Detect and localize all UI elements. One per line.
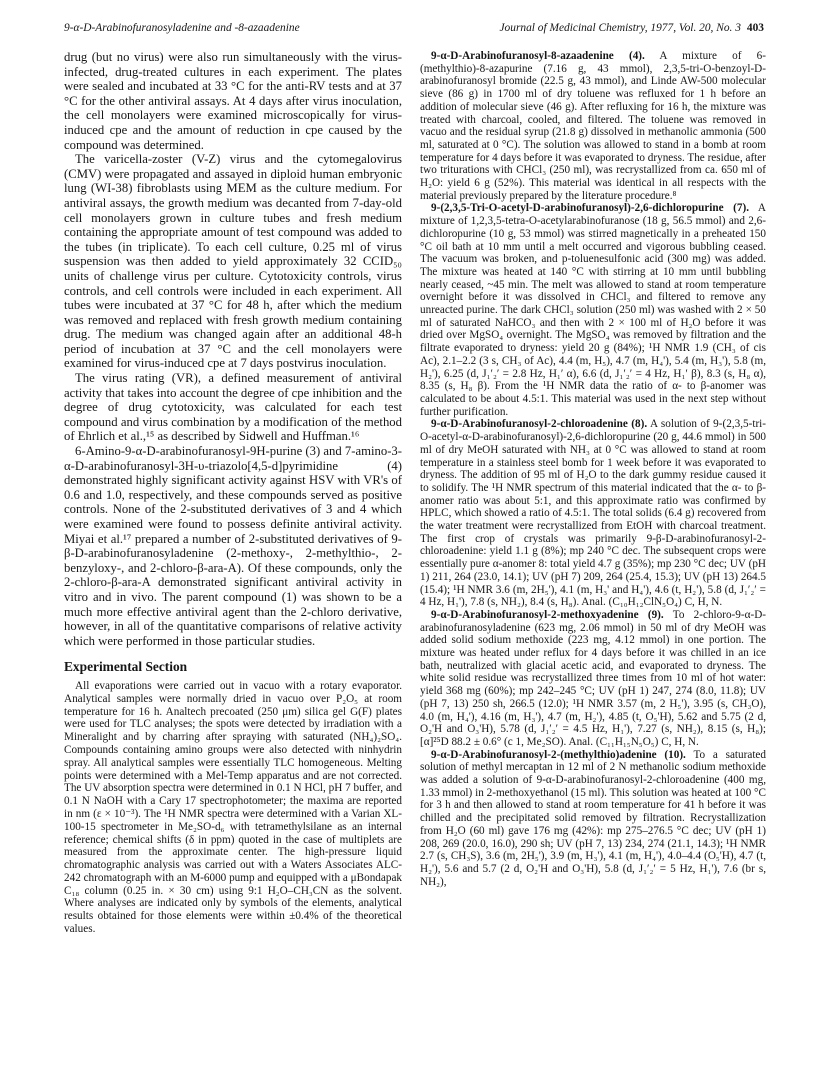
- compound-procedure: [420, 418, 766, 609]
- procedure-text: A mixture of 1,2,3,5-tetra-O-acetylarabinofuranose (18 g, 56.5 mmol) and 2,6-dichloropurine (10 g, 53 mmol) was stirred magnetically in a preheated 150 °C oil bath at 10 mm until a melt occurred and vigorous bubbling ceased. The vacuum was broken, and p-toluenesulfonic acid (300 mg) was added. The mixture was heated at 140 °C with stirring at 10 mm until bubbling nearly ceased, ~45 min. The melt was allowed to stand at room temperature overnight before it was dissolved in CHCl₃ and filtered to remove any unreacted purine. The dark CHCl₃ solution (250 ml) was washed with 2 × 50 ml of saturated NaHCO₃ and then with 2 × 100 ml of H₂O before it was dried over MgSO₄ overnight. The MgSO₄ was removed by filtration and the filtrate evaporated to dryness: yield 20 g (84%); ¹H NMR 1.9 (CH₃ of cis Ac), 2.1–2.2 (3 s, CH₃ of Ac), 4.4 (m, H₅), 4.7 (m, H₄'), 5.4 (m, H₃'), 5.8 (m, H₂'), 6.25 (d, J₁′₂′ = 2.8 Hz, H₁′ α), 6.6 (d, J₁′₂′ = 4 Hz, H₁′ β), 8.3 (s, H₈ α), 8.35 (s, H₈ β). From the ¹H NMR data the ratio of α- to β-anomer was calculated to be about 4.5:1. This material was used in the next step without further purification.: [420, 202, 766, 418]
- journal-name: Journal of Medicinal Chemistry, 1977, Vol. 20, No. 3: [499, 22, 741, 34]
- compound-title: 9-α-D-Arabinofuranosyl-8-azaadenine (4).: [431, 50, 645, 62]
- left-column: [64, 50, 402, 1060]
- paragraph: 6-Amino-9-α-D-arabinofuranosyl-9H-purine (3) and 7-amino-3-α-D-arabinofuranosyl-3H-υ-triazolo[4,5-d]pyrimidine (4) demonstrated highly significant activity against HSV with VR's of 0.6 and 1.0, respectively, and these compounds served as positive controls. None of the 2-substituted derivatives of 3 and 4 which were examined were found to possess definite antiviral activity. Miyai et al.¹⁷ prepared a number of 2-substituted derivatives of 9-β-D-arabinofuranosyladenine (2-methoxy-, 2-methylthio-, 2-benzyloxy-, and 2-chloro-β-ara-A). Of these compounds, only the 2-chloro-β-ara-A demonstrated significant antiviral activity in vitro and in vivo. The parent compound (1) was shown to be a much more effective antiviral agent than the 2-chloro derivative, however, in all of the quantitative comparisons of relative activity which were performed in those particular studies.: [64, 444, 402, 648]
- procedure-text: A mixture of 6-(methylthio)-8-azapurine (7.16 g, 43 mmol), 2,3,5-tri-O-benzoyl-D-arabinofuranosyl bromide (22.5 g, 43 mmol), and Linde AW-500 molecular sieve (86 g) in 1700 ml of dry toluene was refluxed for 1 h before an addition of molecular sieve (46 g). After refluxing for 16 h, the mixture was treated with charcoal, cooled, and filtered. The toluene was removed in vacuo and the residual syrup (21.8 g) dissolved in methanolic ammonia (500 ml, saturated at 0 °C). The solution was allowed to stand in a bomb at room temperature for 4 days before it was evaporated to dryness. The residue, after two triturations with CHCl₃ (250 ml), was recrystallized from ca. 650 ml of H₂O: yield 6 g (52%). This material was identical in all respects with the material previously prepared by the literature procedure.⁸: [420, 50, 766, 202]
- compound-title: 9-α-D-Arabinofuranosyl-2-(methylthio)adenine (10).: [431, 748, 686, 761]
- procedure-text: A solution of 9-(2,3,5-tri-O-acetyl-α-D-arabinofuranosyl)-2,6-dichloropurine (20 g, 44.6 mmol) in 500 ml of dry MeOH saturated with NH₃ at 0 °C was allowed to stand at room temperature in a stainless steel bomb for 1 week before it was evaporated to dryness. The addition of 95 ml of H₂O to the dark gummy residue caused it to solidify. The ¹H NMR spectrum of this material indicated that the α- to β-anomer ratio was about 5:1, and this approximate ratio was confirmed by HPLC, which showed a ratio of 4.5:1. The total solids (6.4 g) recovered from the water treatment were recrystallized from EtOH with charcoal treatment. The first crop of crystals was primarily 9-β-D-arabinofuranosyl-2-chloroadenine: yield 1.1 g (8%); mp 240 °C dec. The subsequent crops were essentially pure α-anomer 8: total yield 4.7 g (35%); mp 230 °C dec; UV (pH 1) 211, 264 (23.0, 14.1); UV (pH 7) 209, 264 (25.4, 15.3); UV (pH 13) 264.5 (15.4); ¹H NMR 3.6 (m, 2H₅'), 4.1 (m, H₃' and H₄'), 4.6 (t, H₂'), 5.8 (d, J₁′₂′ = 4 Hz, H₁'), 7.8 (s, NH₂), 8.4 (s, H₈). Anal. (C₁₀H₁₂ClN₅O₄) C, H, N.: [420, 418, 766, 609]
- compound-title: 9-α-D-Arabinofuranosyl-2-methoxyadenine (9).: [431, 608, 664, 621]
- page-number: 403: [746, 22, 764, 34]
- procedure-text: To 2-chloro-9-α-D-arabinofuranosyladenine (623 mg, 2.06 mmol) in 50 ml of dry MeOH was added solid sodium methoxide (223 mg, 4.12 mmol) in one portion. The mixture was heated under reflux for 4 days before it was chilled in an ice bath, neutralized with glacial acetic acid, and evaporated to dryness. The white solid residue was recrystallized three times from 10 ml of hot water: yield 368 mg (60%); mp 242–245 °C; UV (pH 1) 247, 274 (8.0, 11.8); UV (pH 7, 13) 250 sh, 266.5 (12.0); ¹H NMR 3.57 (m, 2 H₅'), 3.95 (s, CH₃O), 4.0 (m, H₄'), 4.16 (m, H₃'), 4.7 (m, H₂'), 4.85 (t, O₅'H), 5.62 and 5.75 (2 d, O₂'H and O₃'H), 5.78 (d, J₁′₂′ = 4.5 Hz, H₁'), 7.27 (s, NH₂), 8.15 (s, H₈); [α]²⁵D 88.2 ± 0.6° (c 1, Me₂SO). Anal. (C₁₁H₁₅N₅O₅) C, H, N.: [420, 608, 766, 748]
- paragraph: All evaporations were carried out in vacuo with a rotary evaporator. Analytical samples were normally dried in vacuo over P₂O₅ at room temperature for 16 h. Analtech precoated (250 μm) silica gel G(F) plates were used for TLC analyses; the spots were detected by irradiation with a Mineralight and by charring after spraying with saturated (NH₄)₂SO₄. Compounds containing amino groups were also detected with ninhydrin spray. All analytical samples were essentially TLC homogeneous. Melting points were determined with a Mel-Temp apparatus and are not corrected. The UV absorption spectra were determined in 0.1 N HCl, pH 7 buffer, and 0.1 N NaOH with a Cary 17 spectrophotometer; the maxima are reported in nm (ε × 10⁻³). The ¹H NMR spectra were determined with a Varian XL-100-15 spectrometer in Me₂SO-d₆ with tetramethylsilane as an internal reference; chemical shifts (δ in ppm) quoted in the case of multiplets are measured from the approximate center. The high-pressure liquid chromatographic analysis was carried out with a Waters Associates ALC-242 chromatograph with an M-6000 pump and equipped with a μBondapak C₁₈ column (0.25 in. × 30 cm) using 9:1 H₂O–CH₃CN as the solvent. Where analyses are indicated only by symbols of the elements, analytical results obtained for those elements were within ±0.4% of the theoretical values.: [64, 679, 402, 936]
- paragraph: drug (but no virus) were also run simultaneously with the virus-infected, drug-treated cultures in each experiment. The plates were sealed and incubated at 33 °C for the anti-RV tests and at 37 °C for the other antiviral assays. At 4 days after virus inoculation, the cell monolayers were examined microscopically for virus-induced cpe and the amount of reduction in cpe caused by the compound was determined.: [64, 50, 402, 152]
- right-column: [420, 50, 766, 1060]
- running-title: 9-α-D-Arabinofuranosyladenine and -8-azaadenine: [64, 22, 300, 34]
- section-heading: Experimental Section: [64, 659, 188, 675]
- compound-procedure: [420, 50, 766, 202]
- paragraph: The varicella-zoster (V-Z) virus and the cytomegalovirus (CMV) were propagated and assayed in diploid human embryonic lung (WI-38) fibroblasts using MEM as the culture medium. For antiviral assays, the growth medium was decanted from 7-day-old cell monolayers grown in culture tubes and fresh medium containing the appropriate amount of test compound was added to the tubes (in triplicate). To each cell culture, 0.25 ml of virus suspension was then added to yield approximately 32 CCID₅₀ units of challenge virus per culture. Cytotoxicity controls, virus controls, and cell controls were included in each experiment. All tubes were incubated at 37 °C for 48 h, after which the medium was removed and replaced with fresh growth medium containing drug. The medium was changed again after an additional 48-h period of incubation at 37 °C and the cell monolayers were examined for virus-induced cpe at 7 days postvirus inoculation.: [64, 152, 402, 371]
- compound-procedure: [420, 609, 766, 749]
- running-header: [64, 22, 764, 38]
- compound-title: 9-(2,3,5-Tri-O-acetyl-D-arabinofuranosyl)-2,6-dichloropurine (7).: [431, 202, 749, 215]
- paragraph: The virus rating (VR), a defined measurement of antiviral activity that takes into account the degree of cpe inhibition and the degree of drug cytotoxicity, was calculated for each test compound and virus combination by a modification of the method of Ehrlich et al.,¹⁵ as described by Sidwell and Huffman.¹⁶: [64, 371, 402, 444]
- journal-citation: [500, 22, 765, 34]
- compound-procedure: [420, 749, 766, 889]
- compound-title: 9-α-D-Arabinofuranosyl-2-chloroadenine (8).: [431, 418, 648, 431]
- procedure-text: To a saturated solution of methyl mercaptan in 12 ml of 2 N methanolic sodium methoxide was added a solution of 9-α-D-arabinofuranosyl-2-chloroadenine (400 mg, 1.33 mmol) in 2-methoxyethanol (15 ml). This solution was heated at 100 °C for 3 h and then allowed to stand at room temperature for 41 h before it was chilled and the precipitated solid removed by filtration. Recrystallization from H₂O (60 ml) gave 176 mg (42%): mp 275–276.5 °C dec; UV (pH 1) 208, 269 (20.0, 16.0), 290 sh; UV (pH 7, 13) 234, 274 (21.1, 14.3); ¹H NMR 2.7 (s, CH₃S), 3.6 (m, 2H₅'), 3.9 (m, H₃'), 4.1 (m, H₄'), 4.0–4.4 (O₅'H), 4.7 (t, H₂'), 5.6 and 5.7 (2 d, O₂'H and O₃'H), 5.8 (d, J₁′₂′ = 5 Hz, H₁'), 7.6 (br s, NH₂),: [420, 748, 766, 888]
- compound-procedure: [420, 202, 766, 418]
